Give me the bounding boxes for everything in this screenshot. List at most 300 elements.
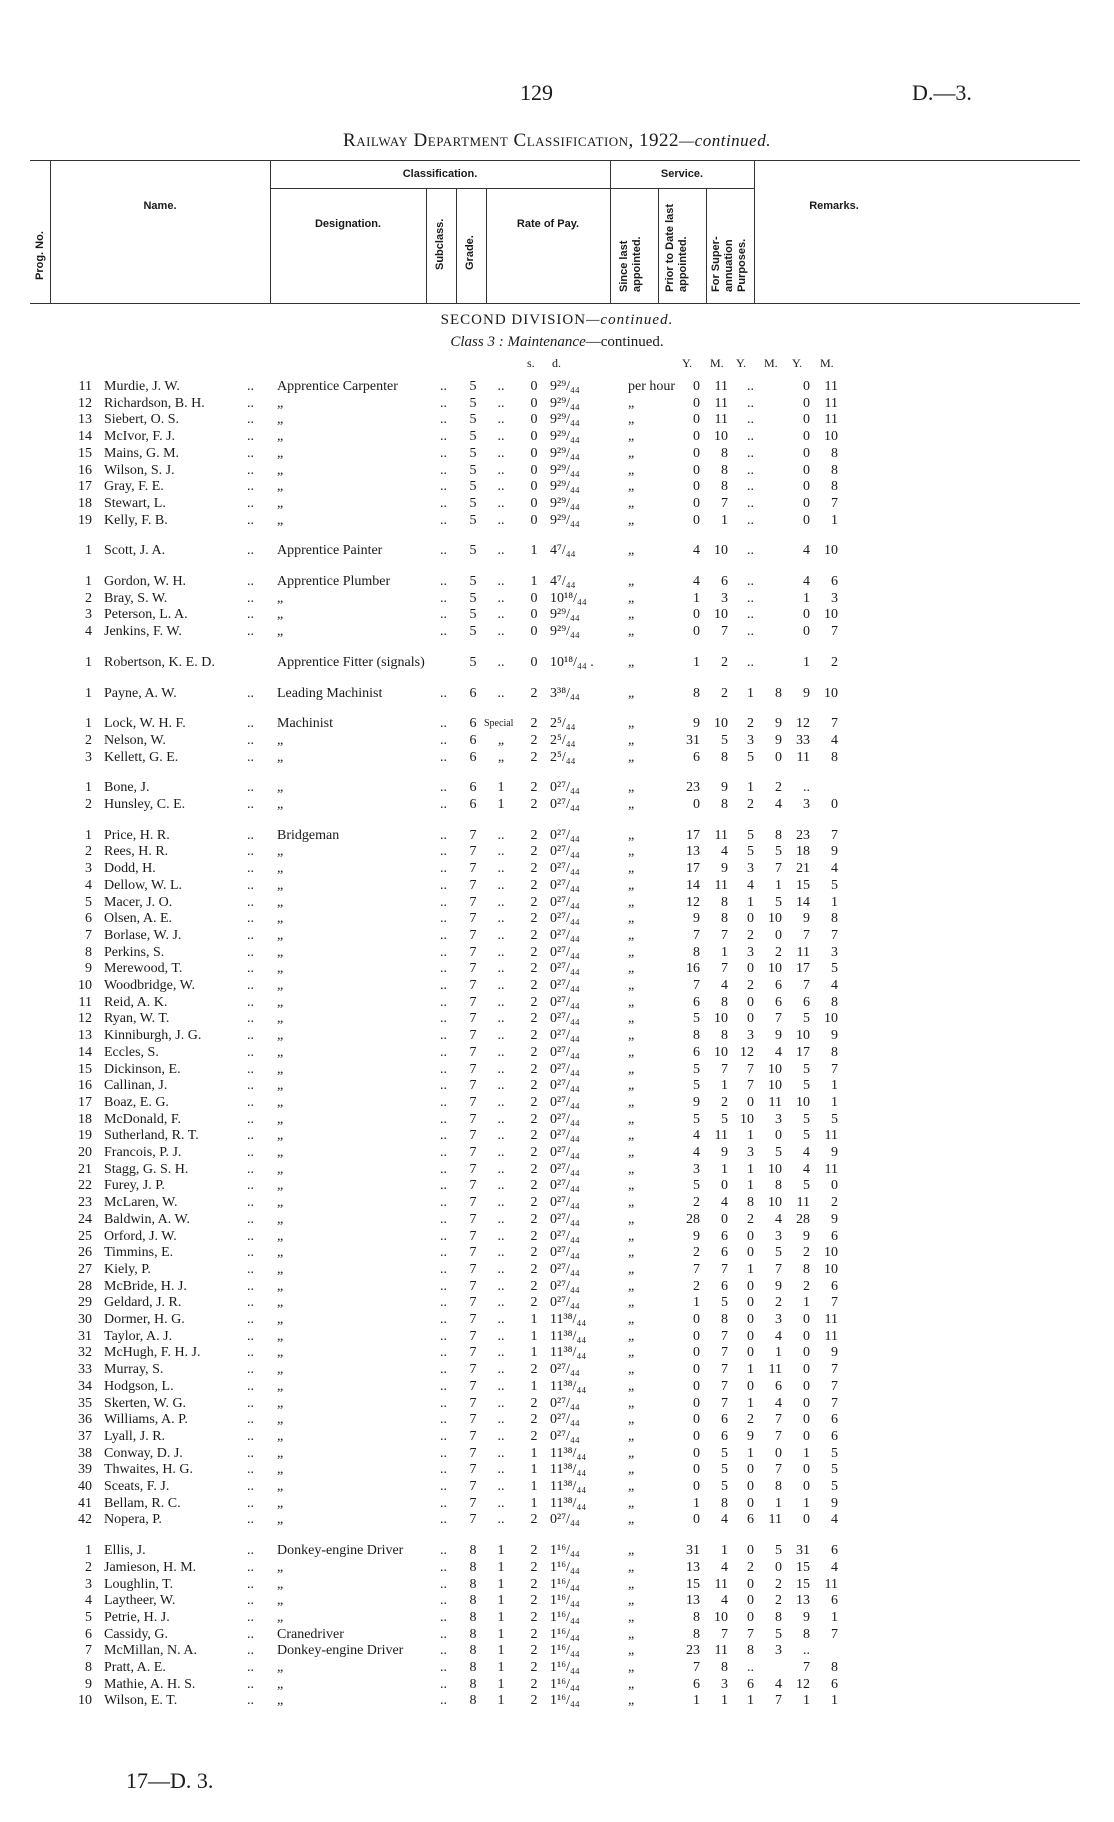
rate-pence: 1¹⁶/₄₄ <box>550 1660 580 1675</box>
grade: .. <box>497 429 505 445</box>
rate-shillings: 0 <box>530 624 538 640</box>
leader-dots: .. <box>440 861 447 877</box>
super-years: 0 <box>803 429 810 445</box>
rate-shillings: 2 <box>530 797 538 812</box>
rate-pence: 9²⁹/₄₄ <box>550 462 580 478</box>
super-months: 6 <box>831 1593 838 1609</box>
leader-dots: .. <box>440 827 447 843</box>
prog-no: 41 <box>78 1495 92 1511</box>
super-months: 11 <box>824 1128 838 1144</box>
prog-no: 18 <box>78 1111 92 1127</box>
rate-shillings: 2 <box>530 1278 538 1294</box>
super-months: 5 <box>831 1462 838 1478</box>
leader-dots: .. <box>247 911 254 927</box>
subclass: 7 <box>469 1362 477 1378</box>
prog-no: 5 <box>85 894 92 910</box>
prior-months: 7 <box>775 1693 782 1709</box>
super-months: 9 <box>831 1145 838 1160</box>
since-years: 14 <box>686 877 700 893</box>
since-years: 13 <box>686 1559 700 1575</box>
rate-pence: 1¹⁶/₄₄ <box>550 1643 580 1659</box>
grade: 1 <box>497 1693 505 1709</box>
prog-no: 13 <box>78 1028 92 1044</box>
prior-years: 1 <box>747 894 754 910</box>
super-years: 0 <box>803 1512 810 1528</box>
since-years: 1 <box>693 654 700 670</box>
leader-dots: .. <box>440 1512 447 1528</box>
employee-name: Baldwin, A. W. <box>104 1211 190 1227</box>
leader-dots: .. <box>440 1643 447 1659</box>
employee-name: Bone, J. <box>104 780 150 796</box>
name-header: Name. <box>143 200 177 212</box>
prior-months: 8 <box>775 827 782 843</box>
designation: „ <box>277 1559 284 1575</box>
table-row <box>0 606 1114 623</box>
super-months: 10 <box>824 1245 838 1261</box>
rate-unit: „ <box>628 1412 635 1428</box>
subclass: 7 <box>469 927 477 943</box>
prior-years: .. <box>747 624 754 640</box>
leader-dots: .. <box>247 797 254 812</box>
prior-years: 0 <box>747 1295 754 1311</box>
since-years: 8 <box>693 1626 700 1642</box>
rate-pence: 11³⁸/₄₄ <box>550 1462 587 1478</box>
rate-shillings: 2 <box>530 1028 538 1044</box>
super-years: 6 <box>803 994 810 1010</box>
subclass: 6 <box>469 732 477 748</box>
prior-months: 0 <box>775 1559 782 1575</box>
rate-pence: 0²⁷/₄₄ <box>550 1044 580 1060</box>
table-row <box>0 462 1114 479</box>
leader-dots: .. <box>440 1479 447 1494</box>
grade: .. <box>497 624 505 640</box>
since-years: 4 <box>693 1128 700 1144</box>
since-years: 17 <box>686 861 700 877</box>
since-months: 1 <box>721 1078 728 1094</box>
grade: .. <box>497 1178 505 1194</box>
prog-no: 5 <box>85 1609 92 1625</box>
since-months: 6 <box>721 574 728 589</box>
designation: „ <box>277 1676 284 1692</box>
subclass: 7 <box>469 1078 477 1094</box>
rate-shillings: 1 <box>530 1479 538 1494</box>
subsection-class: Class 3 : <box>450 334 504 350</box>
since-years: 13 <box>686 844 700 860</box>
prog-no: 29 <box>78 1295 92 1311</box>
rate-pence: 0²⁷/₄₄ <box>550 1111 580 1127</box>
since-months: 4 <box>721 978 728 993</box>
since-years: 31 <box>686 732 700 748</box>
super-months: 10 <box>824 1261 838 1277</box>
grade: .. <box>497 1094 505 1110</box>
prior-months: 10 <box>768 961 782 977</box>
leader-dots: .. <box>247 1559 254 1575</box>
rate-pence: 9²⁹/₄₄ <box>550 495 580 511</box>
rate-shillings: 2 <box>530 877 538 893</box>
rate-shillings: 2 <box>530 1512 538 1528</box>
since-months: 10 <box>714 1044 728 1060</box>
subclass: 7 <box>469 1345 477 1361</box>
leader-dots: .. <box>247 732 254 748</box>
prior-years: .. <box>747 462 754 478</box>
prior-years: .. <box>747 512 754 528</box>
since-months: 7 <box>721 624 728 640</box>
subclass: 5 <box>469 512 477 528</box>
employee-name: Kellett, G. E. <box>104 749 179 765</box>
rate-pence: 2⁵/₄₄ <box>550 732 576 748</box>
super-years: 14 <box>796 894 810 910</box>
leader-dots: .. <box>247 1044 254 1060</box>
grade: .. <box>497 994 505 1010</box>
designation: Apprentice Fitter (signals) <box>277 654 425 670</box>
employee-name: Gray, F. E. <box>104 479 164 495</box>
since-years: 8 <box>693 1609 700 1625</box>
employee-name: Kiely, P. <box>104 1261 151 1277</box>
rate-shillings: 2 <box>530 1061 538 1077</box>
rate-shillings: 2 <box>530 894 538 910</box>
leader-dots: .. <box>247 1178 254 1194</box>
since-years: 5 <box>693 1178 700 1194</box>
since-years: 23 <box>686 1643 700 1659</box>
prior-months: 5 <box>775 1626 782 1642</box>
designation: „ <box>277 1278 284 1294</box>
prior-months: 7 <box>775 1428 782 1444</box>
prior-years: 0 <box>747 1576 754 1592</box>
prior-years: .. <box>747 1660 754 1675</box>
rate-pence: 1¹⁶/₄₄ <box>550 1693 580 1709</box>
super-years: 0 <box>803 624 810 640</box>
prior-years: 10 <box>740 1111 754 1127</box>
rate-shillings: 1 <box>530 1345 538 1361</box>
table-row <box>0 843 1114 860</box>
rate-shillings: 0 <box>530 607 538 623</box>
since-months: 7 <box>721 1395 728 1411</box>
designation: „ <box>277 749 284 765</box>
super-months: 8 <box>831 1660 838 1675</box>
super-months: 8 <box>831 994 838 1010</box>
grade: .. <box>497 607 505 623</box>
prior-years: 0 <box>747 911 754 927</box>
rate-shillings: 2 <box>530 1428 538 1444</box>
employee-name: Rees, H. R. <box>104 844 169 860</box>
prior-months: 3 <box>775 1228 782 1244</box>
super-months: 7 <box>831 1626 838 1642</box>
leader-dots: .. <box>440 1211 447 1227</box>
prior-months: 11 <box>768 1094 782 1110</box>
leader-dots: .. <box>440 877 447 893</box>
prog-no: 36 <box>78 1412 92 1428</box>
unit-years-prior: Y. <box>736 356 747 370</box>
super-months: 11 <box>824 379 838 394</box>
since-years: 7 <box>693 927 700 943</box>
subclass: 7 <box>469 1512 477 1528</box>
since-months: 7 <box>721 961 728 977</box>
prior-months: 1 <box>775 1495 782 1511</box>
leader-dots: .. <box>440 445 447 461</box>
table-row <box>0 1077 1114 1094</box>
table-row <box>0 910 1114 927</box>
employee-name: Dodd, H. <box>104 861 156 877</box>
rate-shillings: 0 <box>530 462 538 478</box>
designation: „ <box>277 1479 284 1494</box>
subclass: 7 <box>469 1412 477 1428</box>
super-years: 4 <box>803 1161 810 1177</box>
prog-no: 8 <box>85 1660 92 1675</box>
subclass: 5 <box>469 590 477 606</box>
subclass: 6 <box>469 685 477 701</box>
designation: „ <box>277 1412 284 1428</box>
grade: .. <box>497 590 505 606</box>
since-months: 8 <box>721 479 728 495</box>
employee-name: Price, H. R. <box>104 827 170 843</box>
prior-months: 9 <box>775 732 782 748</box>
designation: Machinist <box>277 716 333 732</box>
prior-months: 5 <box>775 1543 782 1559</box>
since-months: 5 <box>721 1111 728 1127</box>
since-years: 0 <box>693 1362 700 1378</box>
since-years: 8 <box>693 1028 700 1044</box>
since-months: 10 <box>714 1609 728 1625</box>
table-row <box>0 428 1114 445</box>
leader-dots: .. <box>247 1061 254 1077</box>
rate-unit: „ <box>628 844 635 860</box>
super-years: 17 <box>796 961 810 977</box>
super-months: 9 <box>831 1345 838 1361</box>
leader-dots: .. <box>440 1128 447 1144</box>
rate-pence: 0²⁷/₄₄ <box>550 1094 580 1110</box>
rate-unit: „ <box>628 797 635 812</box>
designation: „ <box>277 1111 284 1127</box>
leader-dots: .. <box>247 1609 254 1625</box>
leader-dots: .. <box>440 716 447 732</box>
table-row <box>0 1344 1114 1361</box>
super-years: 0 <box>803 395 810 411</box>
rate-unit: „ <box>628 1245 635 1261</box>
super-months: 8 <box>831 479 838 495</box>
leader-dots: .. <box>440 1395 447 1411</box>
rate-pence: 11³⁸/₄₄ <box>550 1328 587 1344</box>
super-years: 9 <box>803 685 810 701</box>
prior-months: 2 <box>775 1295 782 1311</box>
rate-unit: „ <box>628 1643 635 1659</box>
subclass: 6 <box>469 716 477 732</box>
super-months: 6 <box>831 1228 838 1244</box>
prior-years: 2 <box>747 978 754 993</box>
since-years: 0 <box>693 1462 700 1478</box>
rate-pence: 10¹⁸/₄₄ . <box>550 654 594 670</box>
prior-months: 10 <box>768 1078 782 1094</box>
since-months: 11 <box>714 379 728 394</box>
prog-no: 11 <box>78 379 92 394</box>
table-row <box>0 1094 1114 1111</box>
since-years: 1 <box>693 1495 700 1511</box>
employee-name: Ellis, J. <box>104 1543 146 1559</box>
leader-dots: .. <box>247 1412 254 1428</box>
grade: .. <box>497 1512 505 1528</box>
designation: „ <box>277 1312 284 1327</box>
rate-shillings: 2 <box>530 1211 538 1227</box>
leader-dots: .. <box>247 1445 254 1461</box>
designation: „ <box>277 1044 284 1060</box>
service-header: Service. <box>660 168 704 180</box>
prior-years: 0 <box>747 1345 754 1361</box>
table-row <box>0 1461 1114 1478</box>
rate-pence: 1¹⁶/₄₄ <box>550 1543 580 1559</box>
super-years: 4 <box>803 543 810 559</box>
employee-name: Perkins, S. <box>104 944 165 960</box>
grade: .. <box>497 412 505 428</box>
table-row <box>0 411 1114 428</box>
rate-unit: „ <box>628 1211 635 1227</box>
rate-unit: „ <box>628 1161 635 1177</box>
leader-dots: .. <box>247 894 254 910</box>
employee-name: Wilson, E. T. <box>104 1693 178 1709</box>
prog-no: 2 <box>85 1559 92 1575</box>
prog-no: 11 <box>78 994 92 1010</box>
table-row <box>0 1161 1114 1178</box>
table-row <box>0 1244 1114 1261</box>
grade: .. <box>497 685 505 701</box>
unit-years-super: Y. <box>792 356 803 370</box>
rate-shillings: 0 <box>530 412 538 428</box>
prior-months: 2 <box>775 944 782 960</box>
rate-unit: „ <box>628 395 635 411</box>
leader-dots: .. <box>440 1428 447 1444</box>
rate-pence: 11³⁸/₄₄ <box>550 1312 587 1327</box>
rate-unit: „ <box>628 1328 635 1344</box>
since-years: 2 <box>693 1245 700 1261</box>
since-months: 4 <box>721 844 728 860</box>
leader-dots: .. <box>440 1412 447 1428</box>
super-years: 0 <box>803 1328 810 1344</box>
rate-shillings: 1 <box>530 1495 538 1511</box>
leader-dots: .. <box>247 1278 254 1294</box>
since-years: 0 <box>693 495 700 511</box>
rate-unit: „ <box>628 1395 635 1411</box>
rate-unit: „ <box>628 495 635 511</box>
prior-years: 3 <box>747 1145 754 1160</box>
rate-pence: 0²⁷/₄₄ <box>550 1428 580 1444</box>
employee-name: Lock, W. H. F. <box>104 716 186 732</box>
leader-dots: .. <box>440 844 447 860</box>
rate-pence: 0²⁷/₄₄ <box>550 927 580 943</box>
leader-dots: .. <box>247 1495 254 1511</box>
leader-dots: .. <box>247 590 254 606</box>
leader-dots: .. <box>440 1345 447 1361</box>
employee-name: McDonald, F. <box>104 1111 182 1127</box>
table-row <box>0 1361 1114 1378</box>
prior-months: 4 <box>775 797 782 812</box>
since-years: 0 <box>693 429 700 445</box>
rate-shillings: 2 <box>530 1295 538 1311</box>
since-months: 0 <box>721 1211 728 1227</box>
super-years: 10 <box>796 1094 810 1110</box>
rate-shillings: 2 <box>530 994 538 1010</box>
rate-unit: „ <box>628 1061 635 1077</box>
designation: „ <box>277 1261 284 1277</box>
super-months: 7 <box>831 716 838 732</box>
prior-years: 3 <box>747 1028 754 1044</box>
designation: „ <box>277 462 284 478</box>
rate-pence: 0²⁷/₄₄ <box>550 797 580 812</box>
leader-dots: .. <box>247 1512 254 1528</box>
rate-unit: „ <box>628 944 635 960</box>
designation: „ <box>277 1428 284 1444</box>
since-years: 0 <box>693 1345 700 1361</box>
rate-shillings: 2 <box>530 1395 538 1411</box>
rate-shillings: 2 <box>530 1626 538 1642</box>
super-months: 8 <box>831 462 838 478</box>
prior-years: 0 <box>747 1593 754 1609</box>
subclass: 7 <box>469 1011 477 1027</box>
table-row <box>0 1144 1114 1161</box>
table-row <box>0 478 1114 495</box>
prog-no: 3 <box>85 861 92 877</box>
since-years: 5 <box>693 1061 700 1077</box>
designation: „ <box>277 1061 284 1077</box>
super-years: 0 <box>803 1412 810 1428</box>
employee-name: Payne, A. W. <box>104 685 177 701</box>
grade: .. <box>497 1462 505 1478</box>
super-months: 10 <box>824 543 838 559</box>
leader-dots: .. <box>247 994 254 1010</box>
leader-dots: .. <box>247 1211 254 1227</box>
leader-dots: .. <box>440 607 447 623</box>
employee-name: Merewood, T. <box>104 961 183 977</box>
grade: .. <box>497 1495 505 1511</box>
rate-shillings: 0 <box>530 395 538 411</box>
designation: „ <box>277 1195 284 1211</box>
since-years: 7 <box>693 1660 700 1675</box>
since-months: 1 <box>721 1693 728 1709</box>
grade: .. <box>497 1479 505 1494</box>
since-months: 4 <box>721 1559 728 1575</box>
prior-years: 5 <box>747 844 754 860</box>
leader-dots: .. <box>247 1593 254 1609</box>
super-months: 8 <box>831 911 838 927</box>
super-months: 7 <box>831 1295 838 1311</box>
rate-pence: 0²⁷/₄₄ <box>550 827 580 843</box>
designation: „ <box>277 412 284 428</box>
super-years: 0 <box>803 1479 810 1494</box>
prior-years: 1 <box>747 1693 754 1709</box>
rate-unit: „ <box>628 1362 635 1378</box>
prog-no: 10 <box>78 978 92 993</box>
employee-name: Francois, P. J. <box>104 1145 182 1160</box>
rate-pence: 0²⁷/₄₄ <box>550 1395 580 1411</box>
prior-years: 0 <box>747 1609 754 1625</box>
subclass: 7 <box>469 1128 477 1144</box>
employee-name: Richardson, B. H. <box>104 395 205 411</box>
table-row <box>0 1311 1114 1328</box>
rate-shillings: 2 <box>530 1078 538 1094</box>
prog-no: 27 <box>78 1261 92 1277</box>
employee-name: Lyall, J. R. <box>104 1428 166 1444</box>
grade: .. <box>497 479 505 495</box>
unit-months-super: M. <box>820 356 834 370</box>
rate-unit: „ <box>628 1128 635 1144</box>
table-row <box>0 1294 1114 1311</box>
super-months: 11 <box>824 395 838 411</box>
since-months: 10 <box>714 716 728 732</box>
leader-dots: .. <box>440 1543 447 1559</box>
super-years: 15 <box>796 877 810 893</box>
rate-pence: 9²⁹/₄₄ <box>550 512 580 528</box>
since-months: 8 <box>721 1028 728 1044</box>
leader-dots: .. <box>440 1261 447 1277</box>
since-months: 8 <box>721 911 728 927</box>
grade: .. <box>497 911 505 927</box>
